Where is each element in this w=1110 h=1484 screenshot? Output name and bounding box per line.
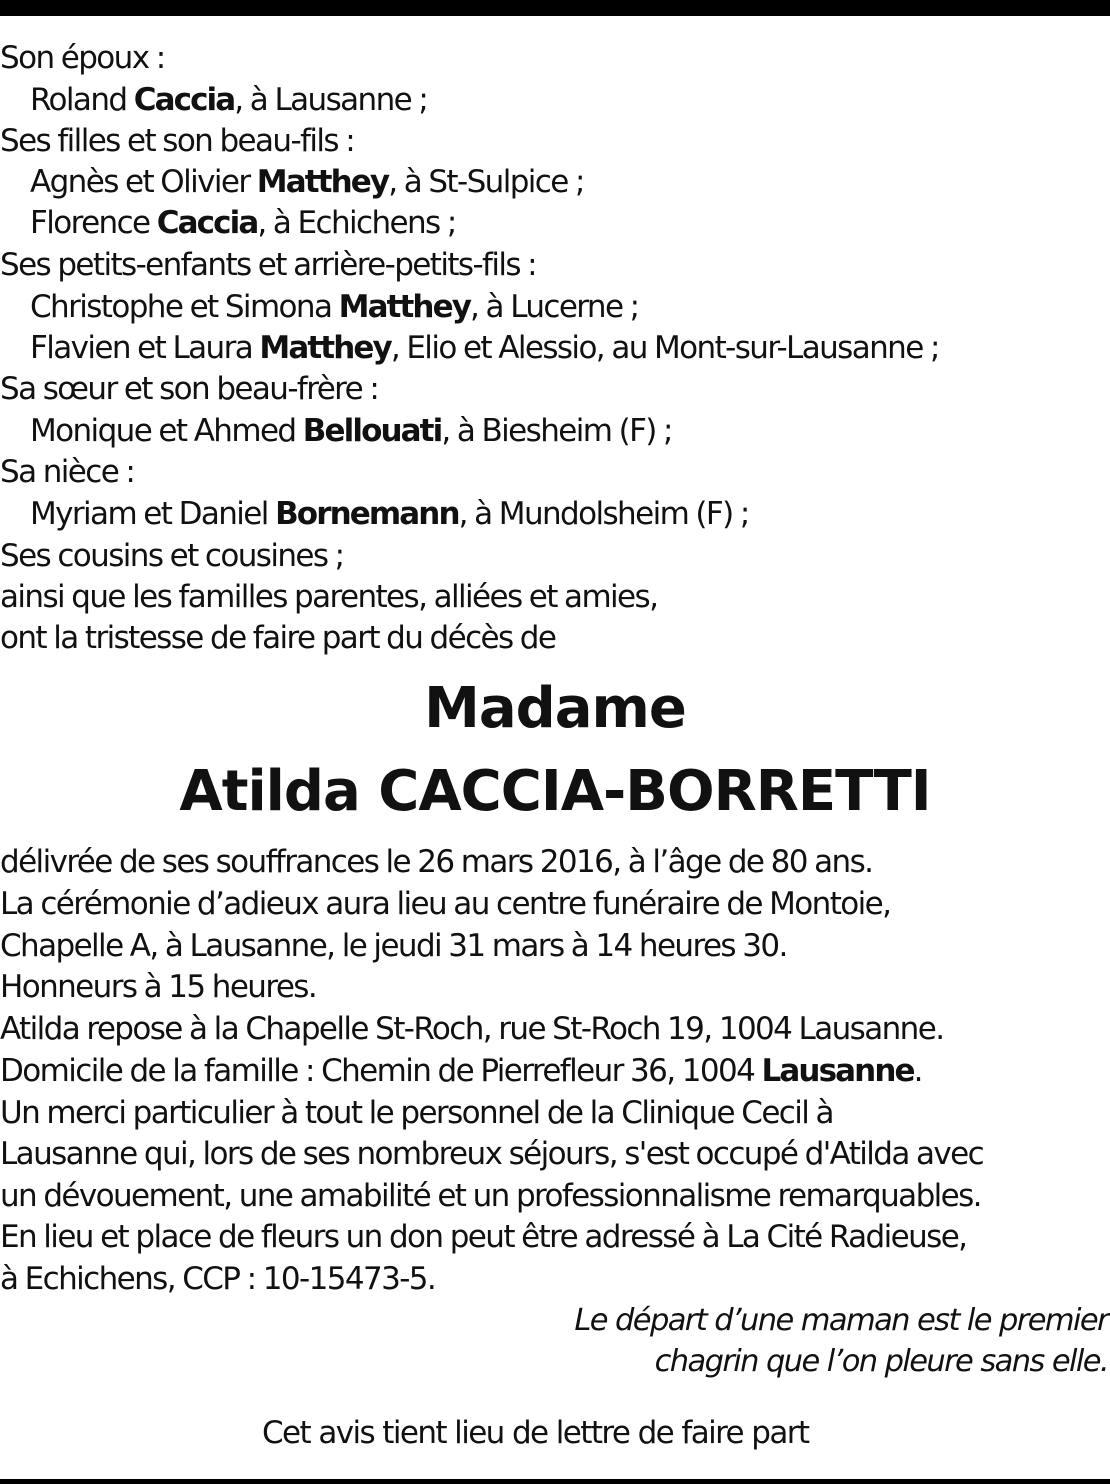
bottom-rule <box>0 1479 1110 1484</box>
details-line-10: En lieu et place de fleurs un don peut être adressé à La Cité Radieuse, <box>0 1219 967 1255</box>
details-line-9: un dévouement, une amabilité et un professionnalisme remarquables. <box>0 1178 981 1214</box>
grandchild-entry-2: Flavien et Laura Matthey, Elio et Alessio, au Mont-sur-Lausanne ; <box>30 330 939 366</box>
grandchild-entry-1: Christophe et Simona Matthey, à Lucerne ; <box>30 289 639 325</box>
details-line-2: La cérémonie d’adieux aura lieu au centre funéraire de Montoie, <box>0 886 891 922</box>
details-line-8: Lausanne qui, lors de ses nombreux séjours, s'est occupé d'Atilda avec <box>0 1136 984 1172</box>
surname: Bornemann <box>275 496 459 532</box>
surname: Caccia <box>156 205 258 241</box>
surname: Matthey <box>259 330 391 366</box>
husband-heading: Son époux : <box>0 40 165 76</box>
grandchildren-heading: Ses petits-enfants et arrière-petits-fils : <box>0 247 537 283</box>
sister-heading: Sa sœur et son beau-frère : <box>0 371 379 407</box>
city: Lausanne <box>761 1053 914 1089</box>
quote-line-2: chagrin que l’on pleure sans elle. <box>654 1344 1108 1379</box>
families-line: ainsi que les familles parentes, alliées et amies, <box>0 579 658 615</box>
daughters-heading: Ses filles et son beau-fils : <box>0 123 355 159</box>
husband-entry: Roland Caccia, à Lausanne ; <box>30 82 428 118</box>
daughter-entry-1: Agnès et Olivier Matthey, à St-Sulpice ; <box>30 164 584 200</box>
details-line-4: Honneurs à 15 heures. <box>0 969 317 1005</box>
niece-heading: Sa nièce : <box>0 454 135 490</box>
details-line-1: délivrée de ses souffrances le 26 mars 2016, à l’âge de 80 ans. <box>0 844 873 880</box>
surname: Bellouati <box>302 413 442 449</box>
niece-entry: Myriam et Daniel Bornemann, à Mundolsheim (F) ; <box>30 496 749 532</box>
daughter-entry-2: Florence Caccia, à Echichens ; <box>30 205 456 241</box>
details-line-6: Domicile de la famille : Chemin de Pierrefleur 36, 1004 Lausanne. <box>0 1053 922 1089</box>
cousins-line: Ses cousins et cousines ; <box>0 538 344 574</box>
surname: Matthey <box>338 289 471 325</box>
quote-line-1: Le départ d’une maman est le premier <box>574 1303 1108 1338</box>
details-line-3: Chapelle A, à Lausanne, le jeudi 31 mars à 14 heures 30. <box>0 928 787 964</box>
deceased-name: Atilda CACCIA-BORRETTI <box>179 759 931 824</box>
footer-note: Cet avis tient lieu de lettre de faire part <box>262 1415 809 1451</box>
deceased-honorific: Madame <box>424 676 686 741</box>
details-line-7: Un merci particulier à tout le personnel de la Clinique Cecil à <box>0 1095 833 1131</box>
top-rule <box>0 0 1110 16</box>
details-line-11: à Echichens, CCP : 10-15473-5. <box>0 1261 436 1297</box>
details-line-5: Atilda repose à la Chapelle St-Roch, rue St-Roch 19, 1004 Lausanne. <box>0 1011 944 1047</box>
announcement-line: ont la tristesse de faire part du décès de <box>0 620 556 656</box>
surname: Matthey <box>256 164 389 200</box>
sister-entry: Monique et Ahmed Bellouati, à Biesheim (F) ; <box>30 413 672 449</box>
surname: Caccia <box>133 82 235 118</box>
